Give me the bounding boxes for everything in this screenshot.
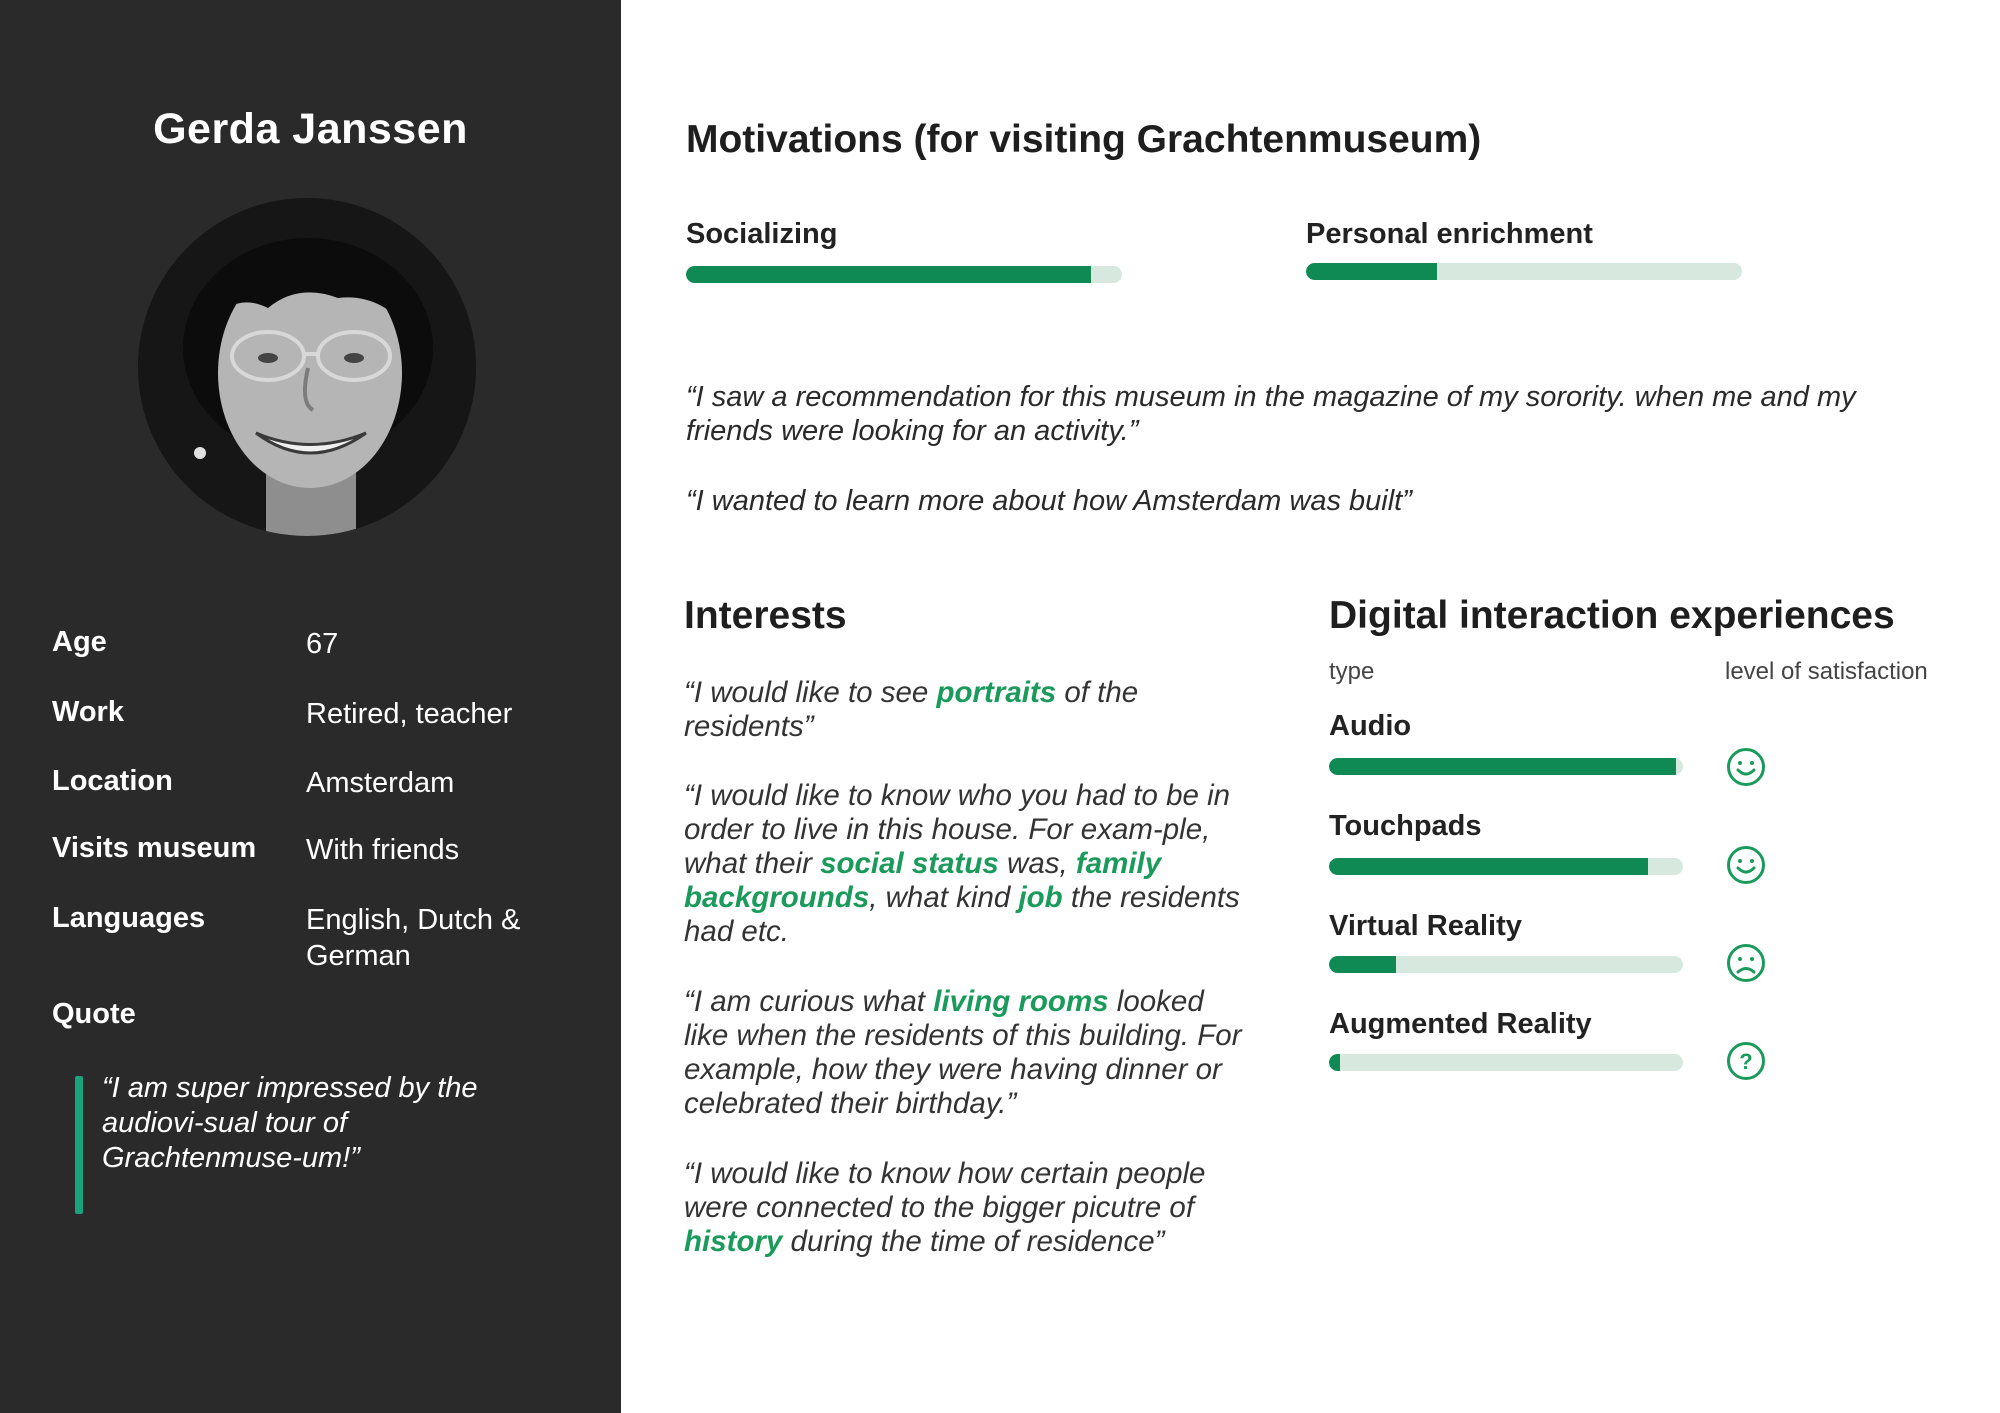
interest-quote: “I am curious what living rooms looked like when the residents of this building. For example, how they were having dinner or celebrated their birthday.” xyxy=(684,985,1242,1120)
quote-accent-bar xyxy=(75,1076,83,1214)
info-label: Location xyxy=(52,765,173,797)
info-value: 67 xyxy=(306,628,339,660)
digital-bar-augmented-reality xyxy=(1329,1054,1683,1071)
avatar xyxy=(138,198,476,536)
highlight: living rooms xyxy=(933,985,1109,1018)
digital-label-virtual-reality: Virtual Reality xyxy=(1329,910,1522,942)
highlight: social status xyxy=(820,847,999,880)
info-value: English, Dutch & German xyxy=(306,904,521,972)
motivation-label-socializing: Socializing xyxy=(686,218,838,250)
info-value: With friends xyxy=(306,834,460,866)
motivations-title: Motivations (for visiting Grachtenmuseum) xyxy=(686,118,1482,161)
bar-fill xyxy=(1329,858,1648,875)
info-label: Languages xyxy=(52,902,206,934)
info-label: Work xyxy=(52,696,124,728)
digital-bar-touchpads xyxy=(1329,858,1683,875)
bar-fill xyxy=(1329,758,1676,775)
happy-face-icon xyxy=(1726,747,1766,787)
motivation-bar-socializing xyxy=(686,266,1122,283)
bar-fill xyxy=(1329,956,1396,973)
column-satisfaction: level of satisfaction xyxy=(1725,658,1928,685)
highlight: job xyxy=(1018,881,1063,914)
question-mark-icon xyxy=(1726,1041,1766,1081)
interests-title: Interests xyxy=(684,594,847,637)
highlight: family backgrounds xyxy=(684,847,1162,914)
highlight: history xyxy=(684,1225,783,1258)
digital-label-audio: Audio xyxy=(1329,710,1412,742)
motivation-quote: “I saw a recommendation for this museum in the magazine of my sorority. when me and my friends were looking for an activity.” xyxy=(686,381,1856,447)
digital-bar-audio xyxy=(1329,758,1683,775)
bar-fill xyxy=(1306,263,1437,280)
bar-fill xyxy=(1329,1054,1340,1071)
motivation-bar-personal-enrichment xyxy=(1306,263,1742,280)
persona-name: Gerda Janssen xyxy=(153,105,468,153)
info-value: Retired, teacher xyxy=(306,698,513,730)
digital-title: Digital interaction experiences xyxy=(1329,594,1895,637)
digital-label-augmented-reality: Augmented Reality xyxy=(1329,1008,1592,1040)
info-label: Visits museum xyxy=(52,832,257,864)
quote-label: Quote xyxy=(52,998,136,1030)
bar-fill xyxy=(686,266,1091,283)
motivation-label-personal-enrichment: Personal enrichment xyxy=(1306,218,1593,250)
interest-quote: “I would like to know how certain people were connected to the bigger picutre of history during the time of residence” xyxy=(684,1157,1206,1258)
happy-face-icon xyxy=(1726,845,1766,885)
persona-quote: “I am super impressed by the audiovi-sual tour of Grachtenmuse-um!” xyxy=(102,1072,478,1174)
highlight: portraits xyxy=(936,676,1057,709)
digital-label-touchpads: Touchpads xyxy=(1329,810,1482,842)
motivation-quote: “I wanted to learn more about how Amsterdam was built” xyxy=(686,485,1412,517)
digital-bar-virtual-reality xyxy=(1329,956,1683,973)
interest-quote: “I would like to see portraits of the residents” xyxy=(684,676,1139,743)
info-label: Age xyxy=(52,626,107,658)
column-type: type xyxy=(1329,658,1375,685)
sad-face-icon xyxy=(1726,943,1766,983)
persona-panel xyxy=(0,0,621,1413)
info-value: Amsterdam xyxy=(306,767,455,799)
interest-quote: “I would like to know who you had to be in order to live in this house. For exam-ple, what their social status was, family backgrounds, what kind job the residents had etc. xyxy=(684,779,1240,948)
svg-text:?: ? xyxy=(1739,1049,1753,1074)
